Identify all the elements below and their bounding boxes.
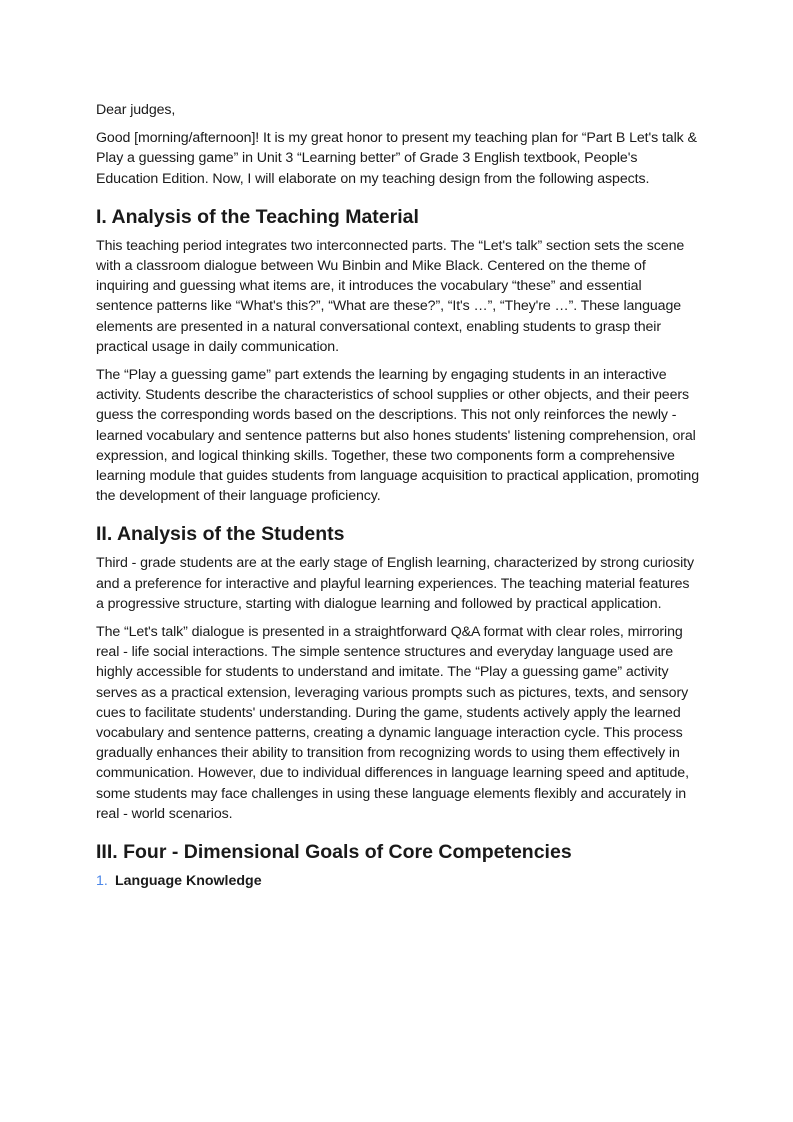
list-item xyxy=(96,871,700,891)
section-core-competencies xyxy=(96,839,700,891)
list-number: 1. xyxy=(96,873,108,890)
section-heading: III. Four - Dimensional Goals of Core Competencies xyxy=(96,841,572,864)
paragraph: Third - grade students are at the early stage of English learning, characterized by strong curiosity and a preference for interactive and playful learning experiences. The teaching material features a progressive structure, starting with dialogue learning and followed by practical application. xyxy=(96,555,695,612)
intro-paragraph: Good [morning/afternoon]! It is my great honor to present my teaching plan for “Part B Let's talk & Play a guessing game” in Unit 3 “Learning better” of Grade 3 English textbook, People's Education Edition. Now, I will elaborate on my teaching design from the following aspects. xyxy=(96,130,697,187)
paragraph: The “Let's talk” dialogue is presented in a straightforward Q&A format with clear roles, mirroring real - life social interactions. The simple sentence structures and everyday language used are highly accessible for students to understand and imitate. The “Play a guessing game” activity serves as a practical extension, leveraging various prompts such as pictures, texts, and sensory cues to facilitate students' understanding. During the game, students actively apply the learned vocabulary and sentence patterns, creating a dynamic language interaction cycle. This process gradually enhances their ability to transition from recognizing words to using them effectively in communication. However, due to individual differences in language learning speed and aptitude, some students may face challenges in using these language elements flexibly and accurately in real - world scenarios. xyxy=(96,624,689,822)
paragraph: This teaching period integrates two interconnected parts. The “Let's talk” section sets the scene with a classroom dialogue between Wu Binbin and Mike Black. Centered on the theme of inquiring and guessing what items are, it introduces the vocabulary “these” and essential sentence patterns like “What's this?”, “What are these?”, “It's …”, “They're …”. These language elements are presented in a natural conversational context, enabling students to grasp their practical usage in daily communication. xyxy=(96,237,685,355)
section-heading: I. Analysis of the Teaching Material xyxy=(96,205,419,228)
greeting: Dear judges, xyxy=(96,102,176,118)
section-students xyxy=(96,521,700,824)
document-page xyxy=(96,100,700,891)
paragraph: The “Play a guessing game” part extends the learning by engaging students in an interactive activity. Students describe the characteristics of school supplies or other objects, and their peers guess the corresponding words based on the descriptions. This not only reinforces the newly - learned vocabulary and sentence patterns but also hones students' listening comprehension, oral expression, and logical thinking skills. Together, these two components form a comprehensive learning module that guides students from language acquisition to practical application, promoting the development of their language proficiency. xyxy=(96,367,699,505)
section-teaching-material xyxy=(96,204,700,507)
list-label: Language Knowledge xyxy=(115,873,262,890)
section-heading: II. Analysis of the Students xyxy=(96,523,345,546)
